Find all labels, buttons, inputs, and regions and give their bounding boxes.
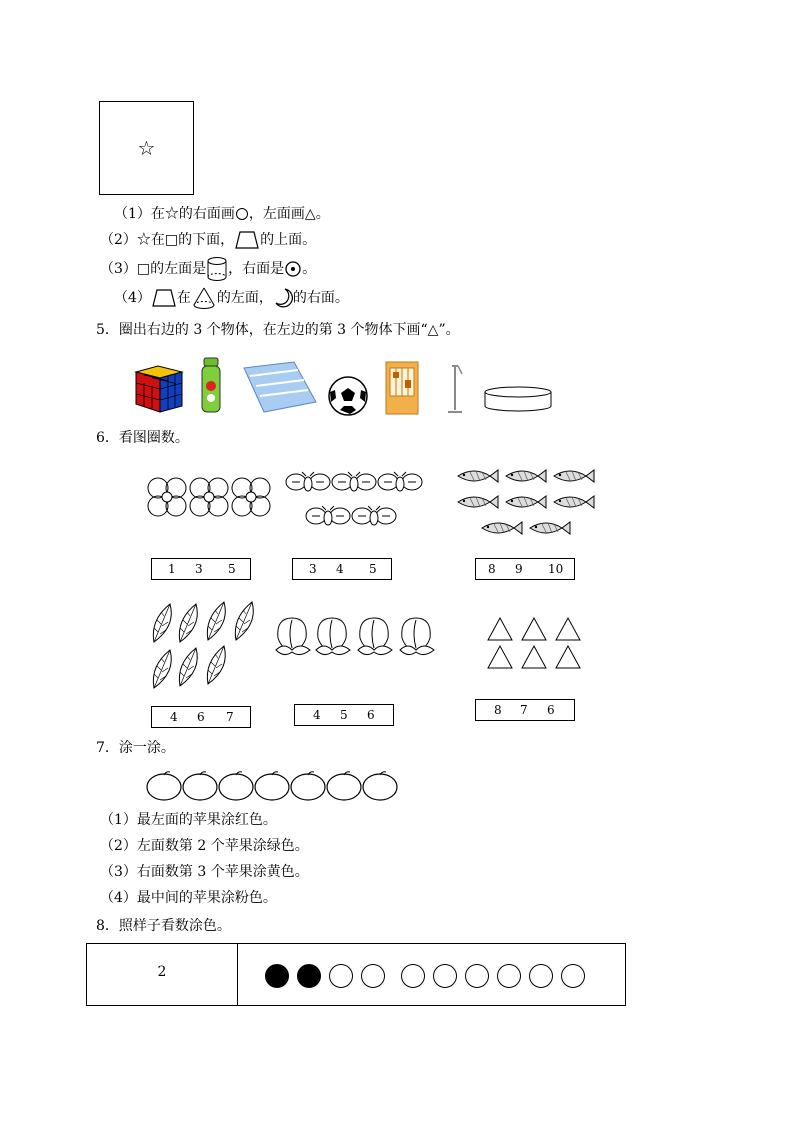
- abacus-icon: [386, 362, 418, 414]
- flowers-group: [144, 474, 274, 522]
- apple-icon[interactable]: [219, 772, 253, 800]
- star-box: [99, 101, 194, 195]
- crescent-moon-icon: [273, 287, 293, 309]
- trapezoid-icon: [151, 288, 177, 308]
- q7-item-2: （2）左面数第 2 个苹果涂绿色。: [100, 838, 309, 854]
- apple-icon[interactable]: [183, 772, 217, 800]
- number-box: 4 5 6: [294, 704, 394, 726]
- number-box: 8 7 6: [475, 699, 575, 721]
- q7-title: 7．涂一涂。: [96, 740, 175, 756]
- empty-circle[interactable]: [362, 965, 385, 988]
- empty-circle[interactable]: [402, 965, 425, 988]
- empty-circle[interactable]: [498, 965, 521, 988]
- star-icon: ☆: [137, 136, 156, 160]
- q8-title: 8．照样子看数涂色。: [96, 918, 231, 934]
- apples-row: [144, 767, 400, 803]
- flower-icon: [190, 478, 228, 516]
- q7-item-3: （3）右面数第 3 个苹果涂黄色。: [100, 864, 309, 880]
- q7-item-1: （1）最左面的苹果涂红色。: [100, 812, 277, 828]
- butterflies-group: [284, 470, 424, 534]
- q8-number: 2: [157, 964, 167, 980]
- q8-circles: [265, 961, 605, 991]
- q7-item-4: （4）最中间的苹果涂粉色。: [100, 890, 277, 906]
- apple-icon[interactable]: [147, 772, 181, 800]
- q5-objects-row: [130, 356, 560, 418]
- flat-cylinder-icon: [485, 387, 551, 411]
- peaches-group: [272, 612, 438, 658]
- q4-item-4: （4） 在 的左面， 的右面。: [114, 286, 349, 310]
- fish-group: [452, 466, 602, 540]
- divider: [237, 944, 238, 1005]
- number-box: 8 9 10: [475, 558, 575, 580]
- leaves-group: [148, 598, 264, 692]
- stand-icon: [448, 366, 462, 412]
- q4-item-2: （2）☆在□的下面， 的上面。: [100, 232, 317, 248]
- q8-table: [86, 943, 626, 1006]
- thermos-icon: [202, 358, 220, 412]
- flower-icon: [232, 478, 270, 516]
- empty-circle[interactable]: [530, 965, 553, 988]
- triangles-group: [484, 614, 584, 672]
- apple-icon[interactable]: [291, 772, 325, 800]
- number-box: 3 4 5: [292, 558, 392, 580]
- trapezoid-icon: [234, 230, 260, 250]
- circle-icon: [235, 207, 249, 221]
- q4-item-3: （3）□的左面是 ，右面是 。: [100, 256, 316, 282]
- number-box: 4 6 7: [151, 706, 251, 728]
- soccer-ball-icon: [329, 377, 367, 415]
- towel-icon: [244, 362, 316, 412]
- number-box: 1 3 5: [151, 558, 251, 580]
- empty-circle[interactable]: [434, 965, 457, 988]
- cone-icon: [191, 286, 217, 310]
- dot-circle-icon: [284, 260, 302, 278]
- apple-icon[interactable]: [255, 772, 289, 800]
- apple-icon[interactable]: [327, 772, 361, 800]
- empty-circle[interactable]: [562, 965, 585, 988]
- filled-circle[interactable]: [298, 965, 321, 988]
- cylinder-icon: [206, 256, 228, 282]
- empty-circle[interactable]: [330, 965, 353, 988]
- rubiks-cube-icon: [136, 366, 182, 412]
- apple-icon[interactable]: [363, 772, 397, 800]
- flower-icon: [148, 478, 186, 516]
- q4-item-1: （1）在☆的右面画 ，左面画△。: [114, 206, 330, 222]
- empty-circle[interactable]: [466, 965, 489, 988]
- q5-title: 5．圈出右边的 3 个物体，在左边的第 3 个物体下画“△”。: [96, 322, 460, 338]
- filled-circle[interactable]: [266, 965, 289, 988]
- q6-title: 6．看图圈数。: [96, 430, 189, 446]
